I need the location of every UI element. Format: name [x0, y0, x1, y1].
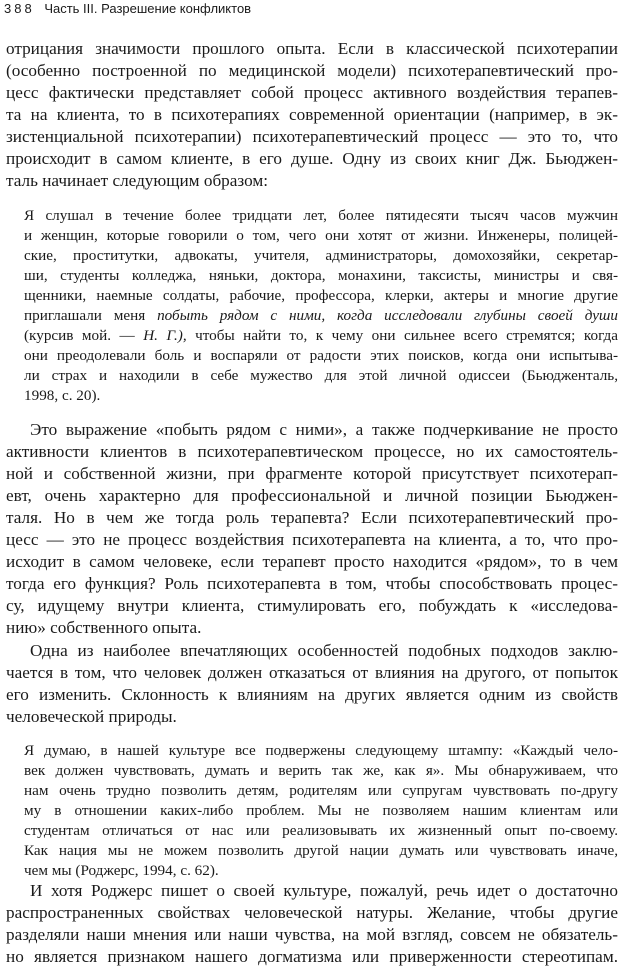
paragraph-line: тогда его функция? Роль психотерапевта в том, чтобы способствовать процес-: [6, 574, 618, 593]
paragraph-line: активности клиентов в психотерапевтическом процессе, но их самостоятель-: [6, 442, 618, 461]
paragraph-line: Это выражение «побыть рядом с ними», а также подчеркивание не просто: [30, 420, 618, 439]
quote-text: чтобы найти то, к чему они сильнее всего стремятся; когда: [186, 327, 618, 344]
paragraph-line: зистенциальной психотерапии) психотерапевтический процесс — это то, что: [6, 127, 618, 146]
paragraph-line: ной и собственной жизни, при фрагменте которой присутствует психотерап-: [6, 464, 618, 483]
quote-line: 1998, с. 20).: [24, 387, 101, 404]
paragraph-line: таль начинает следующим образом:: [6, 171, 269, 190]
paragraph-line: Одна из наиболее впечатляющих особенностей подобных подходов заклю-: [30, 641, 618, 660]
author-initials: Н. Г.),: [143, 327, 187, 344]
quote-line: ши, студенты колледжа, няньки, доктора, монахини, таксисты, министры и свя-: [24, 267, 618, 284]
quote-line: Я слушал в течение более тридцати лет, более пятидесяти тысяч часов мужчин: [24, 207, 618, 224]
paragraph-line: евт, очень характерно для профессиональной и личной позиции Бьюджен-: [6, 486, 618, 505]
section-title: Часть III. Разрешение конфликтов: [44, 1, 252, 16]
quote-line: и женщин, которые говорили о том, чего они хотят от жизни. Инженеры, полицей-: [24, 227, 618, 244]
paragraph-line: таля. Но в чем же тогда роль терапевта? Если психотерапевтический про-: [6, 508, 618, 527]
quote-line: ские, проститутки, адвокаты, учителя, администраторы, домохозяйки, секретар-: [24, 247, 618, 264]
italic-emphasis: побыть рядом с ними, когда исследовали глубины своей души: [157, 307, 618, 324]
quote-line: чем мы (Роджерс, 1994, с. 62).: [24, 862, 219, 879]
paragraph-line: но является признаком нашего догматизма или приверженности стереотипам.: [6, 947, 618, 966]
quote-line: студентам отличаться от нас или реализовывать их жизненный опыт по-своему.: [24, 822, 618, 839]
paragraph-line: су, идущему внутри клиента, стимулировать его, побуждать к «исследова-: [6, 596, 618, 615]
paragraph-line: его изменить. Склонность к влияниям на других является одним из свойств: [6, 685, 618, 704]
quote-line: му в отношении каких-либо проблем. Мы не позволяем нашим клиентам или: [24, 802, 618, 819]
quote-text: приглашали меня: [24, 307, 158, 324]
quote-line: Как нация мы не можем позволить другой нации думать или чувствовать иначе,: [24, 842, 618, 859]
quote-line: век должен чувствовать, думать и верить так же, как я». Мы обнаруживаем, что: [24, 762, 618, 779]
page-number: 388: [4, 1, 35, 16]
quote-line: щенники, наемные солдаты, рабочие, профессора, клерки, актеры и многие другие: [24, 287, 618, 304]
paragraph-line: цесс фактически представляет собой процесс активного воздействия терапев-: [6, 83, 618, 102]
paragraph-line: нию» собственного опыта.: [6, 618, 202, 637]
paragraph-line: разделяли наши мнения или наши чувства, на мой взгляд, совсем не обязатель-: [6, 925, 618, 944]
quote-line: они преодолевали боль и воспаряли от радости этих поисков, когда они испытыва-: [24, 347, 618, 364]
quote-line: нам очень трудно позволить детям, родителям или супругам чувствовать по-другу: [24, 782, 618, 799]
paragraph-line: распространенных свойствах человеческой натуры. Желание, чтобы другие: [6, 903, 618, 922]
quote-line: [24, 326, 618, 346]
paragraph-line: цесс — это не процесс воздействия психотерапевта на клиента, а то, что про-: [6, 530, 618, 549]
quote-text: (курсив мой. —: [24, 327, 144, 344]
paragraph-line: исходит в самом человеке, если терапевт просто находится «рядом», то в чем: [6, 552, 618, 571]
quote-line: Я думаю, в нашей культуре все подвержены следующему штампу: «Каждый чело-: [24, 742, 618, 759]
quote-line: [24, 306, 618, 326]
paragraph-line: И хотя Роджерс пишет о своей культуре, пожалуй, речь идет о достаточно: [30, 881, 618, 900]
paragraph-line: (особенно построенной по медицинской модели) психотерапевтический про-: [6, 61, 618, 80]
paragraph-line: происходит в самом клиенте, в его душе. Одну из своих книг Дж. Бьюджен-: [6, 149, 618, 168]
quote-line: ли страх и находили в себе мужество для этой личной одиссеи (Бьюдженталь,: [24, 367, 618, 384]
paragraph-line: чается в том, что человек должен отказаться от влияния на другого, от попыток: [6, 663, 618, 682]
running-header: [4, 1, 251, 19]
paragraph-line: отрицания значимости прошлого опыта. Если в классической психотерапии: [6, 39, 618, 58]
paragraph-line: человеческой природы.: [6, 707, 177, 726]
paragraph-line: та на клиента, то в психотерапиях современной ориентации (например, в эк-: [6, 105, 618, 124]
